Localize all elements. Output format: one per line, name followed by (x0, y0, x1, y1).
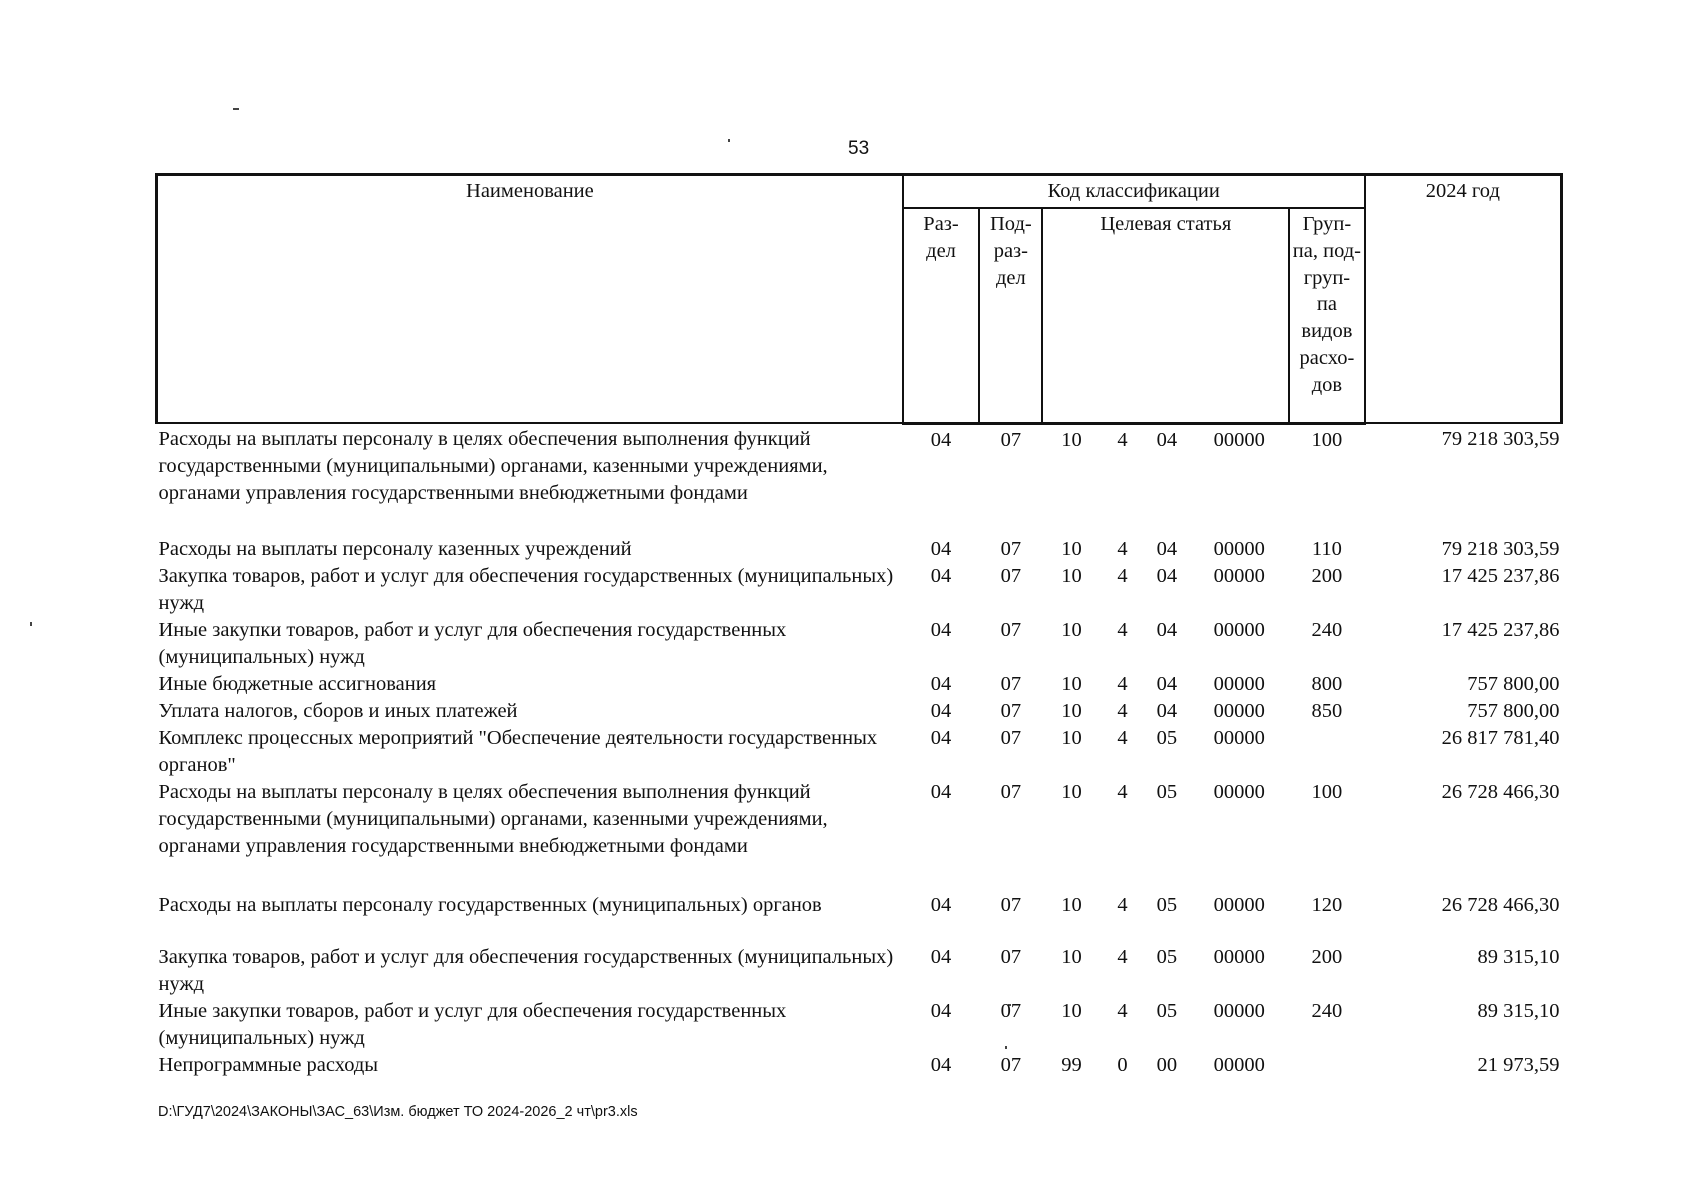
row-section: 04 (930, 946, 952, 968)
row-amount: 89 315,10 (1477, 946, 1560, 968)
row-target-subprogram: 04 (1156, 619, 1178, 641)
row-section: 04 (930, 1000, 952, 1022)
row-expense-group: 240 (1311, 619, 1343, 641)
row-section: 04 (930, 781, 952, 803)
row-target-program: 10 (1061, 538, 1082, 560)
budget-table (155, 173, 1563, 1079)
row-name: Расходы на выплаты персоналу казенных учреждений (158, 538, 632, 560)
row-amount: 79 218 303,59 (1441, 428, 1560, 450)
row-amount: 26 817 781,40 (1441, 727, 1560, 749)
scan-speck (728, 139, 730, 142)
row-target-direction: 00000 (1213, 1000, 1265, 1022)
table-row (157, 944, 1562, 998)
row-subsection: 07 (1000, 727, 1022, 749)
row-name: Иные бюджетные ассигнования (158, 673, 437, 695)
row-amount: 17 425 237,86 (1441, 565, 1560, 587)
row-expense-group: 110 (1311, 538, 1342, 560)
row-subsection: 07 (1000, 894, 1022, 916)
row-target-program: 10 (1061, 428, 1082, 451)
row-target-type: 4 (1117, 428, 1128, 451)
row-target-type: 4 (1117, 946, 1128, 968)
row-target-program: 10 (1061, 894, 1082, 916)
row-target-program: 10 (1061, 946, 1082, 968)
row-target-program: 10 (1061, 619, 1082, 641)
row-target-program: 10 (1061, 781, 1082, 803)
header-target-article: Целевая статья (1042, 208, 1289, 423)
row-expense-group: 100 (1311, 428, 1343, 451)
row-amount: 26 728 466,30 (1441, 894, 1560, 916)
row-name: Закупка товаров, работ и услуг для обеспечения государственных (муниципальных) нужд (158, 565, 894, 614)
row-subsection: 07 (1000, 538, 1022, 560)
row-target-subprogram: 04 (1156, 700, 1178, 722)
row-expense-group (1289, 1052, 1365, 1079)
row-section: 04 (930, 894, 952, 916)
row-name: Расходы на выплаты персоналу государственных (муниципальных) органов (158, 894, 822, 916)
row-target-direction: 00000 (1213, 538, 1265, 560)
row-name: Иные закупки товаров, работ и услуг для обеспечения государственных (муниципальных) нужд (158, 1000, 787, 1049)
row-target-subprogram: 05 (1156, 727, 1178, 749)
row-name: Иные закупки товаров, работ и услуг для обеспечения государственных (муниципальных) нужд (158, 619, 787, 668)
row-amount: 21 973,59 (1477, 1054, 1560, 1076)
row-target-direction: 00000 (1213, 673, 1265, 695)
row-target-direction: 00000 (1213, 565, 1265, 587)
row-name: Непрограммные расходы (158, 1054, 379, 1076)
row-target-type: 4 (1117, 781, 1128, 803)
row-subsection: 07 (1000, 946, 1022, 968)
table-row (157, 671, 1562, 698)
row-section: 04 (930, 1054, 952, 1076)
table-row (157, 779, 1562, 892)
row-subsection: 07 (1000, 673, 1022, 695)
row-name: Комплекс процессных мероприятий "Обеспечение деятельности государственных органов" (158, 727, 878, 776)
table-row (157, 725, 1562, 779)
row-target-direction: 00000 (1213, 781, 1265, 803)
row-target-direction: 00000 (1213, 700, 1265, 722)
row-target-subprogram: 04 (1156, 428, 1178, 451)
row-target-type: 4 (1117, 727, 1128, 749)
row-target-subprogram: 05 (1156, 894, 1178, 916)
row-amount: 757 800,00 (1467, 700, 1560, 722)
row-name: Закупка товаров, работ и услуг для обеспечения государственных (муниципальных) нужд (158, 946, 894, 995)
row-section: 04 (930, 565, 952, 587)
row-target-type: 4 (1117, 673, 1128, 695)
page-number: 53 (848, 138, 870, 159)
row-target-subprogram: 04 (1156, 565, 1178, 587)
row-target-type: 4 (1117, 700, 1128, 722)
header-year: 2024 год (1365, 175, 1562, 424)
row-expense-group (1289, 725, 1365, 779)
row-expense-group: 800 (1311, 673, 1343, 695)
row-target-direction: 00000 (1213, 619, 1265, 641)
table-row (157, 1052, 1562, 1079)
row-expense-group: 850 (1311, 700, 1343, 722)
table-row (157, 892, 1562, 944)
row-expense-group: 200 (1311, 946, 1343, 968)
row-expense-group: 100 (1311, 781, 1343, 803)
row-target-subprogram: 04 (1156, 538, 1178, 560)
table-row (157, 617, 1562, 671)
row-target-program: 10 (1061, 673, 1082, 695)
row-target-direction: 00000 (1213, 946, 1265, 968)
row-target-program: 10 (1061, 1000, 1082, 1022)
row-name: Расходы на выплаты персоналу в целях обеспечения выполнения функций государственными (муниципальными) органами, казенными учреждениями, органами управления государственными внебюджетными фондами (158, 781, 828, 857)
row-target-type: 4 (1117, 538, 1128, 560)
row-target-program: 10 (1061, 727, 1082, 749)
row-target-direction: 00000 (1213, 428, 1265, 451)
row-subsection: 07 (1000, 781, 1022, 803)
header-row-top (157, 175, 1562, 209)
row-target-type: 4 (1117, 894, 1128, 916)
row-target-subprogram: 00 (1156, 1054, 1178, 1076)
row-target-type: 4 (1117, 619, 1128, 641)
header-expense-group: Груп- па, под- груп- па видов расхо- дов (1289, 208, 1365, 423)
row-subsection: 07 (1000, 1000, 1022, 1022)
header-subsection: Под- раз- дел (979, 208, 1042, 423)
row-amount: 757 800,00 (1467, 673, 1560, 695)
row-expense-group: 240 (1311, 1000, 1343, 1022)
row-subsection: 07 (1000, 619, 1022, 641)
header-classification-code: Код классификации (903, 175, 1365, 209)
row-target-type: 0 (1117, 1054, 1128, 1076)
row-target-direction: 00000 (1213, 1054, 1265, 1076)
file-path-footer: D:\ГУД7\2024\ЗАКОНЫ\ЗАС_63\Изм. бюджет ТО 2024-2026_2 чт\pr3.xls (158, 1104, 638, 1120)
row-section: 04 (930, 619, 952, 641)
row-amount: 26 728 466,30 (1441, 781, 1560, 803)
row-target-type: 4 (1117, 1000, 1128, 1022)
header-section: Раз- дел (903, 208, 979, 423)
row-target-program: 99 (1061, 1054, 1082, 1076)
row-amount: 89 315,10 (1477, 1000, 1560, 1022)
table-row (157, 536, 1562, 563)
row-target-program: 10 (1061, 565, 1082, 587)
row-target-subprogram: 05 (1156, 1000, 1178, 1022)
row-name: Расходы на выплаты персоналу в целях обеспечения выполнения функций государственными (муниципальными) органами, казенными учреждениями, органами управления государственными внебюджетными фондами (158, 428, 828, 504)
table-row (157, 423, 1562, 536)
row-subsection: 07 (1000, 565, 1022, 587)
table-row (157, 998, 1562, 1052)
table-row (157, 563, 1562, 617)
row-subsection: 07 (1000, 1054, 1022, 1076)
row-section: 04 (930, 673, 952, 695)
row-target-subprogram: 05 (1156, 781, 1178, 803)
row-section: 04 (930, 700, 952, 722)
row-target-subprogram: 05 (1156, 946, 1178, 968)
row-section: 04 (930, 727, 952, 749)
table-row (157, 698, 1562, 725)
row-target-type: 4 (1117, 565, 1128, 587)
row-name: Уплата налогов, сборов и иных платежей (158, 700, 518, 722)
row-amount: 17 425 237,86 (1441, 619, 1560, 641)
row-amount: 79 218 303,59 (1441, 538, 1560, 560)
scan-speck (30, 622, 32, 626)
row-subsection: 07 (1000, 700, 1022, 722)
row-target-program: 10 (1061, 700, 1082, 722)
row-target-direction: 00000 (1213, 727, 1265, 749)
row-subsection: 07 (1000, 428, 1022, 451)
row-expense-group: 200 (1311, 565, 1343, 587)
header-name: Наименование (157, 175, 903, 424)
row-expense-group: 120 (1311, 894, 1343, 916)
row-section: 04 (930, 428, 952, 451)
scan-speck (233, 108, 239, 110)
row-target-subprogram: 04 (1156, 673, 1178, 695)
row-target-direction: 00000 (1213, 894, 1265, 916)
row-section: 04 (930, 538, 952, 560)
